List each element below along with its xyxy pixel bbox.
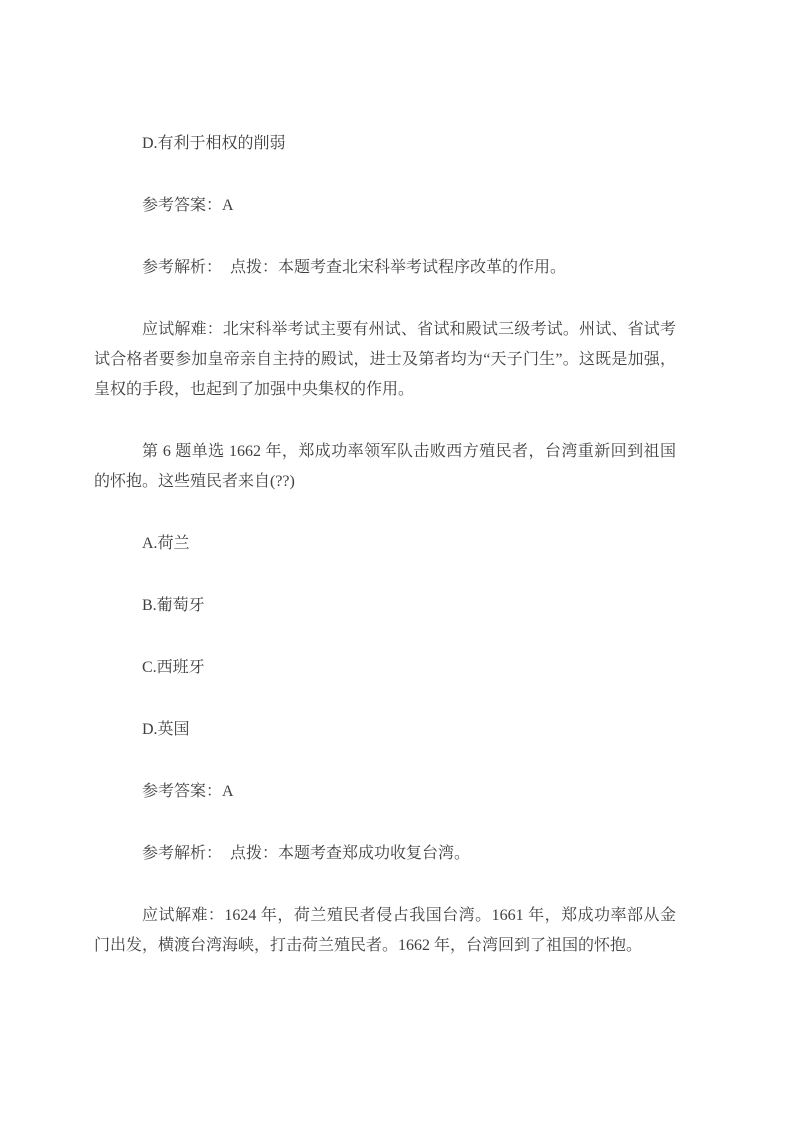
question5-explanation: 应试解难：北宋科举考试主要有州试、省试和殿试三级考试。州试、省试考试合格者要参加皇帝亲自主持的殿试，进士及第者均为“天子门生”。这既是加强，皇权的手段，也起到了加强中央集权的作用。 [94, 321, 676, 398]
question6-option-a: A.荷兰 [142, 535, 190, 552]
question6-analysis: 参考解析： 点拨：本题考查郑成功收复台湾。 [142, 845, 471, 862]
question5-option-d: D.有利于相权的削弱 [142, 135, 286, 152]
question6-answer: 参考答案：A [142, 783, 234, 800]
question6-option-c: C.西班牙 [142, 659, 205, 676]
question6-option-d: D.英国 [142, 721, 190, 738]
question6-option-b: B.葡萄牙 [142, 597, 205, 614]
question6-text: 第 6 题单选 1662 年，郑成功率领军队击败西方殖民者，台湾重新回到祖国的怀抱。这些殖民者来自(??) [94, 443, 676, 490]
question5-analysis: 参考解析： 点拨：本题考查北宋科举考试程序改革的作用。 [142, 259, 567, 276]
question6-explanation: 应试解难：1624 年，荷兰殖民者侵占我国台湾。1661 年，郑成功率部从金门出发，横渡台湾海峡，打击荷兰殖民者。1662 年，台湾回到了祖国的怀抱。 [94, 907, 676, 954]
question5-answer: 参考答案：A [142, 197, 234, 214]
